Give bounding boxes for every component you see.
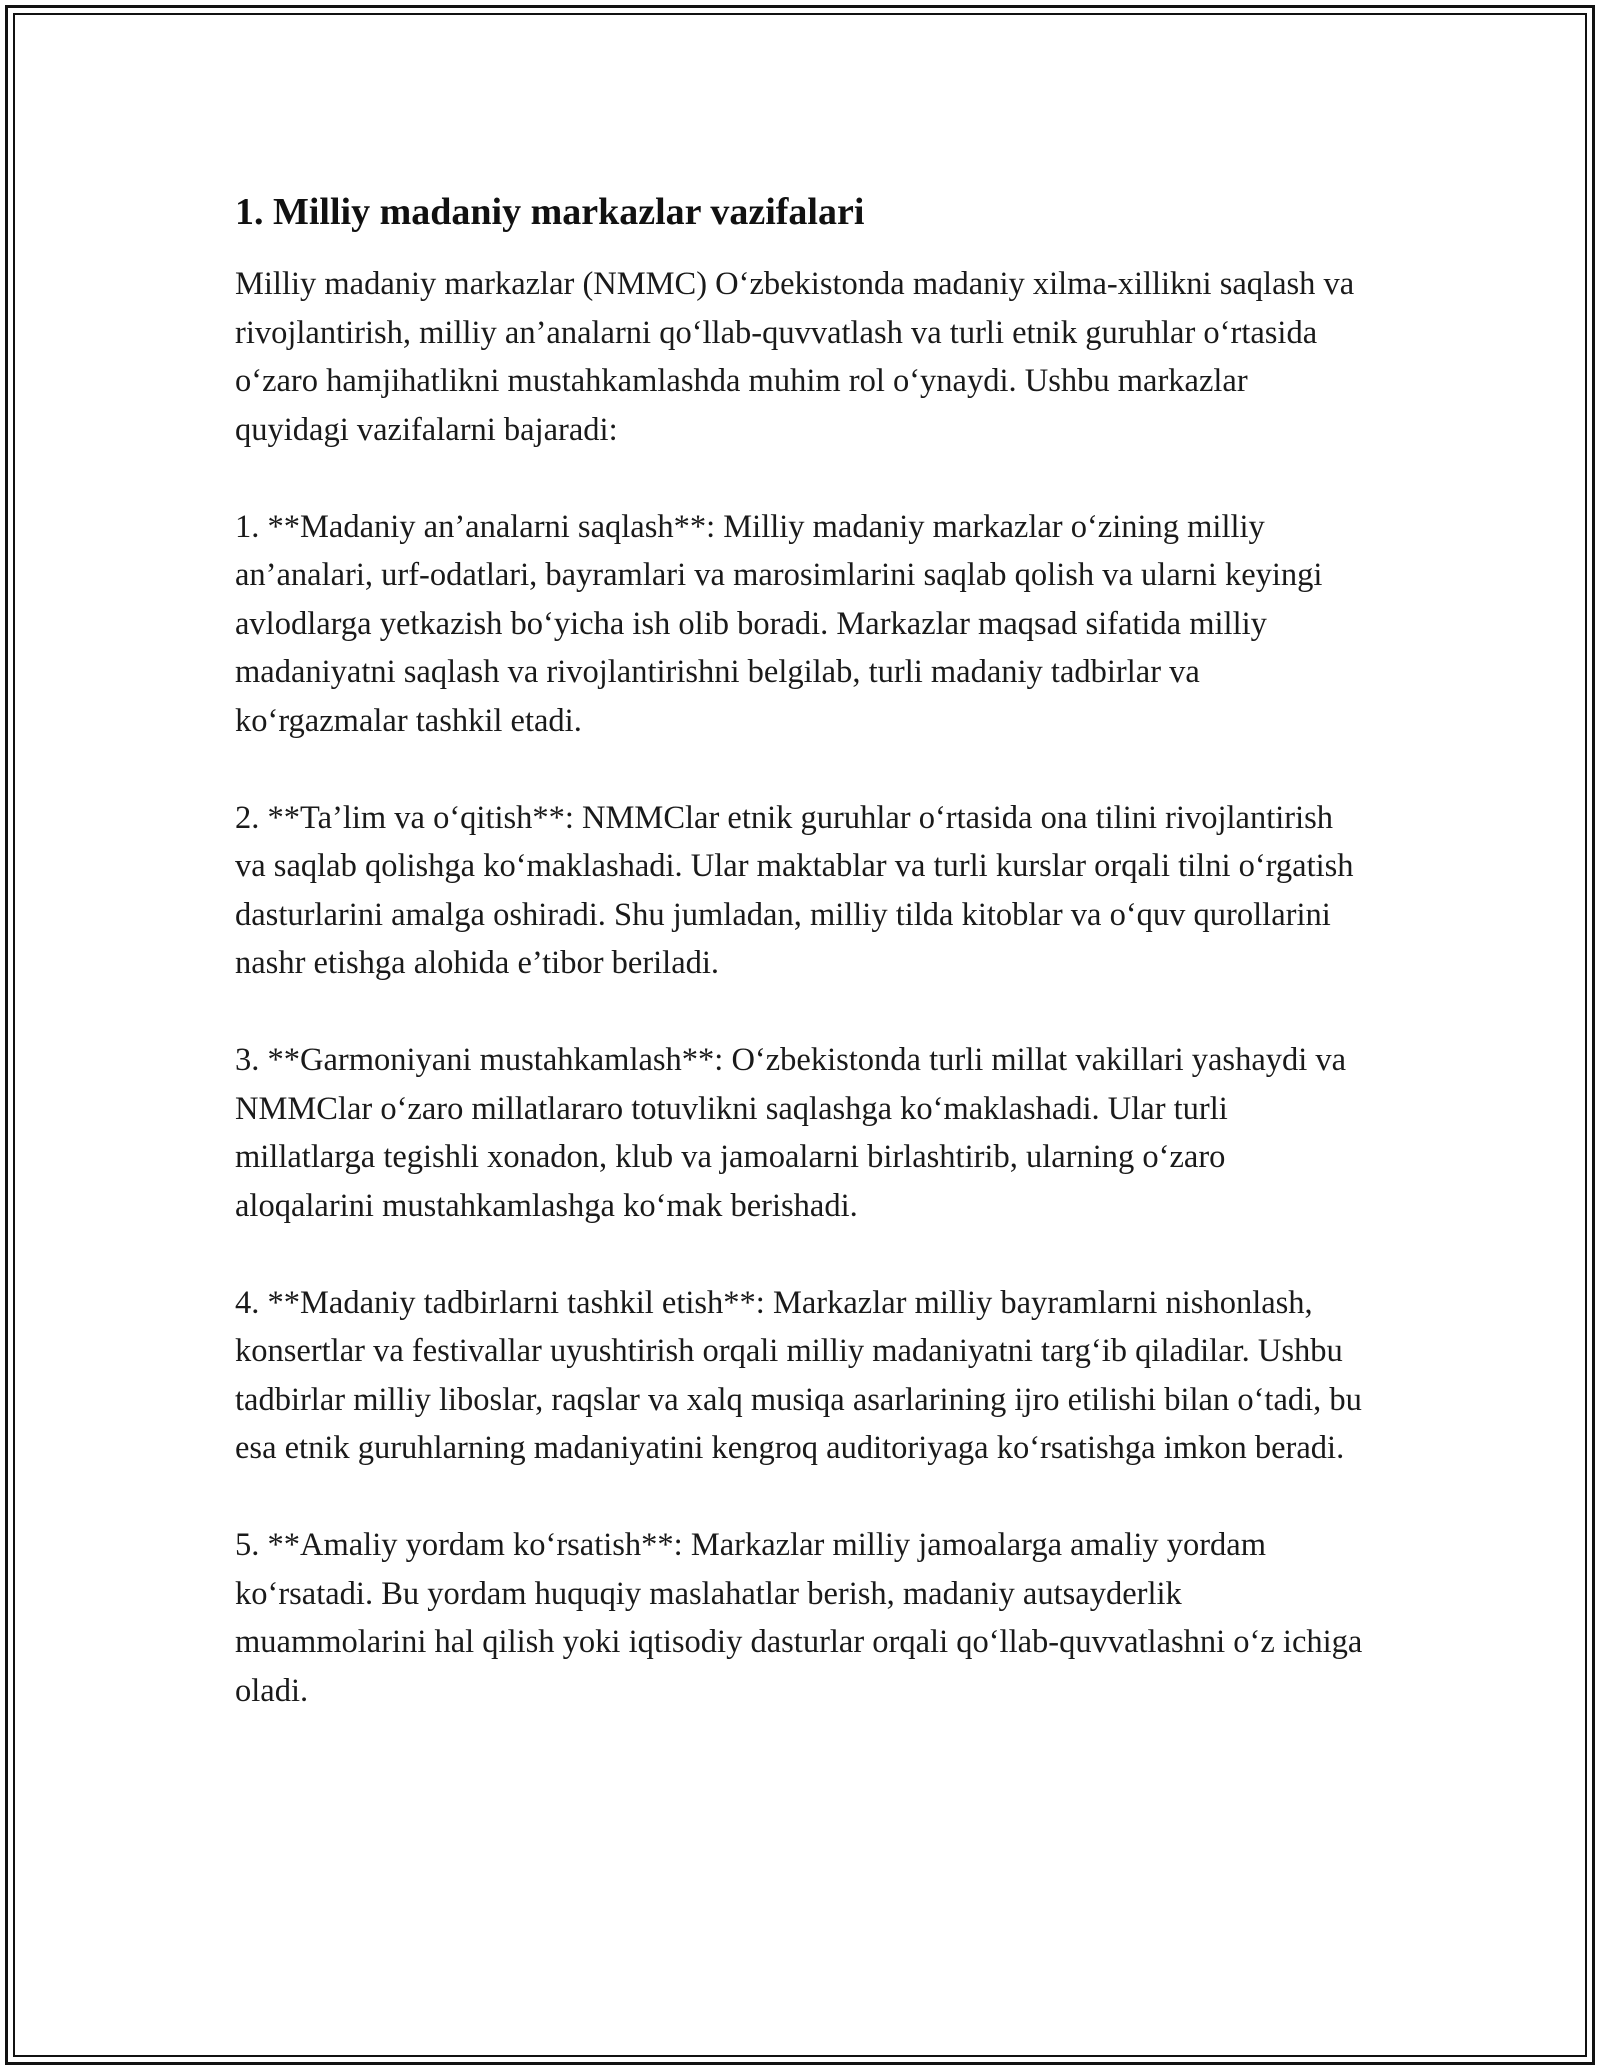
paragraph-item-5: 5. **Amaliy yordam ko‘rsatish**: Markazlar milliy jamoalarga amaliy yordam ko‘rsatadi. Bu yordam huquqiy maslahatlar berish, madaniy autsayderlik muammolarini hal qilish yoki iqtisodiy dasturlar orqali qo‘llab-quvvatlashni o‘z ichiga oladi. <box>235 1527 1363 1709</box>
section-heading: 1. Milliy madaniy markazlar vazifalari <box>235 191 865 233</box>
paragraph-item-2: 2. **Ta’lim va o‘qitish**: NMMClar etnik guruhlar o‘rtasida ona tilini rivojlantirish va saqlab qolishga ko‘maklashadi. Ular maktablar va turli kurslar orqali tilni o‘rgatish dasturlarini amalga oshiradi. Shu jumladan, milliy tilda kitoblar va o‘quv qurollarini nashr etishga alohida e’tibor beriladi. <box>235 799 1354 981</box>
document-body <box>235 188 1365 1715</box>
intro-paragraph: Milliy madaniy markazlar (NMMC) O‘zbekistonda madaniy xilma-xillikni saqlash va rivojlantirish, milliy an’analarni qo‘llab-quvvatlash va turli etnik guruhlar o‘rtasida o‘zaro hamjihatlikni mustahkamlashda muhim rol o‘ynaydi. Ushbu markazlar quyidagi vazifalarni bajaradi: <box>235 266 1355 448</box>
paragraph-item-1: 1. **Madaniy an’analarni saqlash**: Milliy madaniy markazlar o‘zining milliy an’analari, urf-odatlari, bayramlari va marosimlarini saqlab qolish va ularni keyingi avlodlarga yetkazish bo‘yicha ish olib boradi. Markazlar maqsad sifatida milliy madaniyatni saqlash va rivojlantirishni belgilab, turli madaniy tadbirlar va ko‘rgazmalar tashkil etadi. <box>235 508 1323 739</box>
paragraph-item-4: 4. **Madaniy tadbirlarni tashkil etish**: Markazlar milliy bayramlarni nishonlash, konsertlar va festivallar uyushtirish orqali milliy madaniyatni targ‘ib qiladilar. Ushbu tadbirlar milliy liboslar, raqslar va xalq musiqa asarlarining ijro etilishi bilan o‘tadi, bu esa etnik guruhlarning madaniyatini kengroq auditoriyaga ko‘rsatishga imkon beradi. <box>235 1284 1362 1466</box>
paragraph-item-3: 3. **Garmoniyani mustahkamlash**: O‘zbekistonda turli millat vakillari yashaydi va NMMClar o‘zaro millatlararo totuvlikni saqlashga ko‘maklashadi. Ular turli millatlarga tegishli xonadon, klub va jamoalarni birlashtirib, ularning o‘zaro aloqalarini mustahkamlashga ko‘mak berishadi. <box>235 1042 1347 1224</box>
